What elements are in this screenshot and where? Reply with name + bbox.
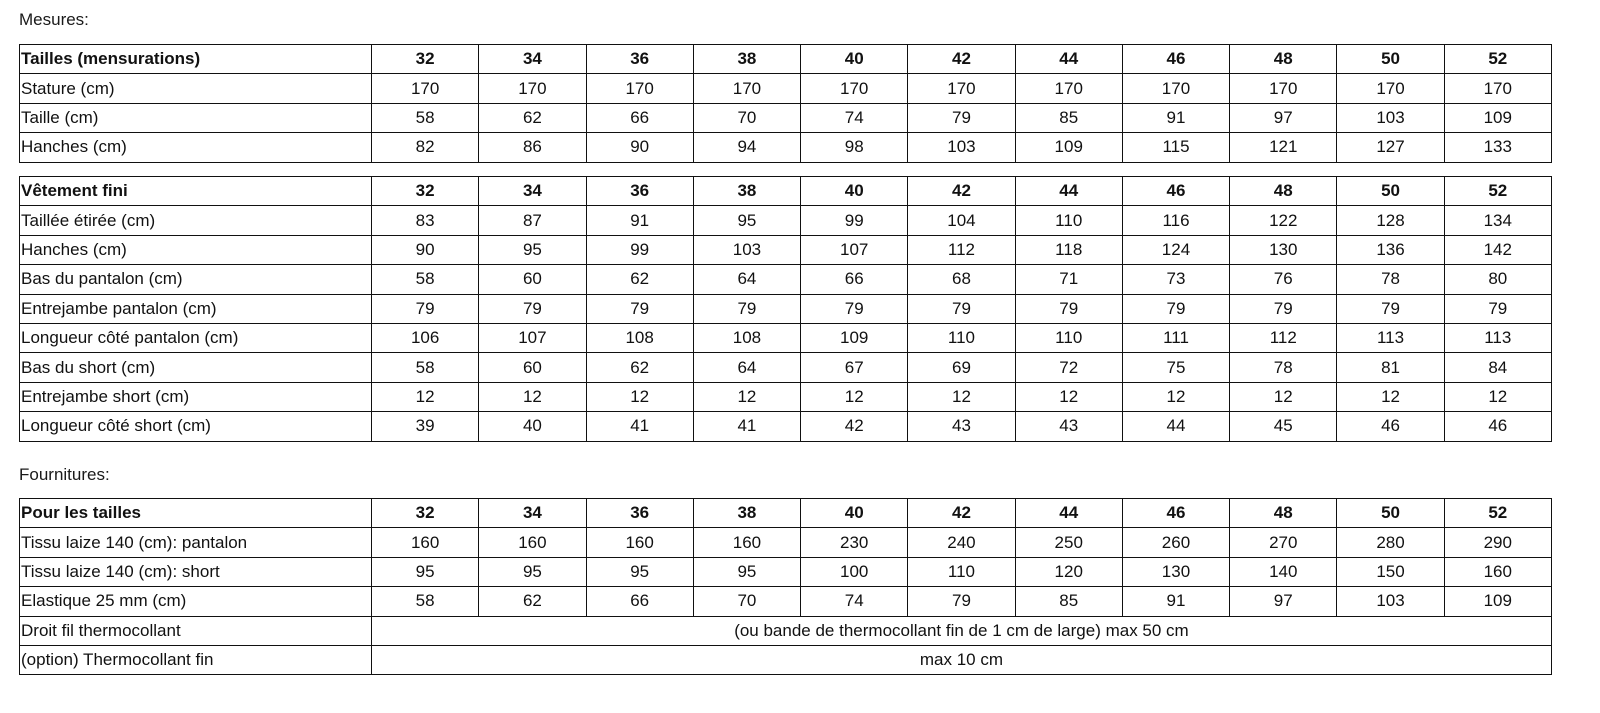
- table-row: [20, 323, 1552, 352]
- value-cell: 66: [586, 587, 693, 616]
- header-title-cell: Pour les tailles: [20, 499, 372, 528]
- value-cell: 72: [1015, 353, 1122, 382]
- size-header-cell: 48: [1230, 499, 1337, 528]
- size-header-cell: 42: [908, 45, 1015, 74]
- value-cell: 115: [1122, 133, 1229, 162]
- value-cell: 100: [801, 557, 908, 586]
- row-label-cell: Taillée étirée (cm): [20, 206, 372, 235]
- table-row: [20, 353, 1552, 382]
- value-cell: 170: [586, 74, 693, 103]
- value-cell: 111: [1122, 323, 1229, 352]
- row-label-cell: Stature (cm): [20, 74, 372, 103]
- row-label-cell: (option) Thermocollant fin: [20, 645, 372, 674]
- value-cell: 95: [693, 557, 800, 586]
- value-cell: 109: [1444, 103, 1551, 132]
- value-cell: 85: [1015, 103, 1122, 132]
- size-header-cell: 32: [372, 499, 479, 528]
- value-cell: 95: [693, 206, 800, 235]
- value-cell: 170: [801, 74, 908, 103]
- value-cell: 103: [693, 235, 800, 264]
- value-cell: 39: [372, 412, 479, 441]
- size-header-cell: 44: [1015, 177, 1122, 206]
- value-cell: 79: [1015, 294, 1122, 323]
- value-cell: 46: [1444, 412, 1551, 441]
- value-cell: 103: [908, 133, 1015, 162]
- row-label-cell: Bas du short (cm): [20, 353, 372, 382]
- value-cell: 113: [1444, 323, 1551, 352]
- size-header-cell: 44: [1015, 499, 1122, 528]
- value-cell: 109: [1015, 133, 1122, 162]
- size-header-cell: 52: [1444, 177, 1551, 206]
- spanning-value-cell: max 10 cm: [372, 645, 1552, 674]
- value-cell: 58: [372, 353, 479, 382]
- value-cell: 170: [693, 74, 800, 103]
- value-cell: 240: [908, 528, 1015, 557]
- value-cell: 160: [693, 528, 800, 557]
- value-cell: 71: [1015, 265, 1122, 294]
- value-cell: 69: [908, 353, 1015, 382]
- table-row: [20, 133, 1552, 162]
- value-cell: 128: [1337, 206, 1444, 235]
- value-cell: 41: [693, 412, 800, 441]
- value-cell: 110: [908, 557, 1015, 586]
- value-cell: 108: [693, 323, 800, 352]
- row-label-cell: Tissu laize 140 (cm): short: [20, 557, 372, 586]
- size-header-cell: 40: [801, 499, 908, 528]
- value-cell: 250: [1015, 528, 1122, 557]
- value-cell: 41: [586, 412, 693, 441]
- value-cell: 60: [479, 265, 586, 294]
- value-cell: 260: [1122, 528, 1229, 557]
- value-cell: 81: [1337, 353, 1444, 382]
- table-row: [20, 294, 1552, 323]
- size-header-cell: 32: [372, 177, 479, 206]
- table-row: [20, 587, 1552, 616]
- table-row: [20, 235, 1552, 264]
- value-cell: 112: [908, 235, 1015, 264]
- value-cell: 116: [1122, 206, 1229, 235]
- value-cell: 170: [908, 74, 1015, 103]
- measurements-section-title: Mesures:: [19, 10, 89, 29]
- value-cell: 70: [693, 587, 800, 616]
- value-cell: 160: [372, 528, 479, 557]
- value-cell: 12: [586, 382, 693, 411]
- value-cell: 64: [693, 265, 800, 294]
- value-cell: 79: [908, 103, 1015, 132]
- row-label-cell: Taille (cm): [20, 103, 372, 132]
- value-cell: 87: [479, 206, 586, 235]
- value-cell: 62: [586, 353, 693, 382]
- value-cell: 107: [801, 235, 908, 264]
- row-label-cell: Longueur côté short (cm): [20, 412, 372, 441]
- value-cell: 75: [1122, 353, 1229, 382]
- value-cell: 150: [1337, 557, 1444, 586]
- value-cell: 160: [586, 528, 693, 557]
- value-cell: 86: [479, 133, 586, 162]
- value-cell: 103: [1337, 103, 1444, 132]
- value-cell: 118: [1015, 235, 1122, 264]
- value-cell: 110: [908, 323, 1015, 352]
- value-cell: 78: [1230, 353, 1337, 382]
- spanning-value-cell: (ou bande de thermocollant fin de 1 cm de large) max 50 cm: [372, 616, 1552, 645]
- row-label-cell: Longueur côté pantalon (cm): [20, 323, 372, 352]
- size-header-cell: 34: [479, 499, 586, 528]
- table-row: [20, 382, 1552, 411]
- size-header-cell: 46: [1122, 45, 1229, 74]
- value-cell: 136: [1337, 235, 1444, 264]
- body-measurements-table: [19, 44, 1552, 163]
- size-header-cell: 38: [693, 45, 800, 74]
- value-cell: 79: [1230, 294, 1337, 323]
- size-header-cell: 38: [693, 177, 800, 206]
- value-cell: 85: [1015, 587, 1122, 616]
- row-label-cell: Entrejambe pantalon (cm): [20, 294, 372, 323]
- value-cell: 12: [372, 382, 479, 411]
- value-cell: 97: [1230, 587, 1337, 616]
- value-cell: 170: [1444, 74, 1551, 103]
- row-label-cell: Tissu laize 140 (cm): pantalon: [20, 528, 372, 557]
- size-header-cell: 48: [1230, 177, 1337, 206]
- size-header-cell: 40: [801, 45, 908, 74]
- value-cell: 12: [1444, 382, 1551, 411]
- value-cell: 79: [1122, 294, 1229, 323]
- value-cell: 95: [372, 557, 479, 586]
- table-row: [20, 74, 1552, 103]
- size-header-cell: 40: [801, 177, 908, 206]
- value-cell: 95: [586, 557, 693, 586]
- value-cell: 160: [1444, 557, 1551, 586]
- value-cell: 68: [908, 265, 1015, 294]
- value-cell: 110: [1015, 206, 1122, 235]
- value-cell: 44: [1122, 412, 1229, 441]
- value-cell: 58: [372, 265, 479, 294]
- value-cell: 64: [693, 353, 800, 382]
- value-cell: 130: [1230, 235, 1337, 264]
- finished-garment-table: [19, 176, 1552, 442]
- value-cell: 62: [586, 265, 693, 294]
- value-cell: 12: [801, 382, 908, 411]
- value-cell: 79: [1337, 294, 1444, 323]
- value-cell: 42: [801, 412, 908, 441]
- value-cell: 95: [479, 235, 586, 264]
- value-cell: 130: [1122, 557, 1229, 586]
- value-cell: 91: [1122, 587, 1229, 616]
- value-cell: 113: [1337, 323, 1444, 352]
- value-cell: 12: [1122, 382, 1229, 411]
- value-cell: 120: [1015, 557, 1122, 586]
- value-cell: 270: [1230, 528, 1337, 557]
- size-header-cell: 38: [693, 499, 800, 528]
- value-cell: 124: [1122, 235, 1229, 264]
- value-cell: 90: [372, 235, 479, 264]
- table-row: [20, 265, 1552, 294]
- value-cell: 70: [693, 103, 800, 132]
- table-header-row: [20, 177, 1552, 206]
- value-cell: 62: [479, 587, 586, 616]
- value-cell: 103: [1337, 587, 1444, 616]
- size-header-cell: 36: [586, 177, 693, 206]
- value-cell: 67: [801, 353, 908, 382]
- value-cell: 170: [1337, 74, 1444, 103]
- size-header-cell: 46: [1122, 499, 1229, 528]
- value-cell: 80: [1444, 265, 1551, 294]
- value-cell: 58: [372, 587, 479, 616]
- value-cell: 109: [801, 323, 908, 352]
- value-cell: 91: [1122, 103, 1229, 132]
- size-header-cell: 52: [1444, 45, 1551, 74]
- value-cell: 12: [908, 382, 1015, 411]
- table-row-spanning: [20, 616, 1552, 645]
- value-cell: 99: [801, 206, 908, 235]
- value-cell: 134: [1444, 206, 1551, 235]
- table-row-spanning: [20, 645, 1552, 674]
- value-cell: 79: [693, 294, 800, 323]
- row-label-cell: Hanches (cm): [20, 235, 372, 264]
- value-cell: 170: [372, 74, 479, 103]
- value-cell: 40: [479, 412, 586, 441]
- row-label-cell: Elastique 25 mm (cm): [20, 587, 372, 616]
- value-cell: 74: [801, 103, 908, 132]
- supplies-section-title: Fournitures:: [19, 465, 110, 484]
- size-header-cell: 34: [479, 45, 586, 74]
- table-row: [20, 412, 1552, 441]
- value-cell: 99: [586, 235, 693, 264]
- header-title-cell: Tailles (mensurations): [20, 45, 372, 74]
- value-cell: 79: [908, 587, 1015, 616]
- value-cell: 160: [479, 528, 586, 557]
- value-cell: 66: [586, 103, 693, 132]
- value-cell: 73: [1122, 265, 1229, 294]
- size-header-cell: 36: [586, 499, 693, 528]
- table-row: [20, 103, 1552, 132]
- table-header-row: [20, 499, 1552, 528]
- value-cell: 79: [586, 294, 693, 323]
- table-row: [20, 206, 1552, 235]
- value-cell: 58: [372, 103, 479, 132]
- size-header-cell: 50: [1337, 177, 1444, 206]
- value-cell: 78: [1337, 265, 1444, 294]
- value-cell: 79: [479, 294, 586, 323]
- value-cell: 12: [479, 382, 586, 411]
- value-cell: 12: [1230, 382, 1337, 411]
- value-cell: 142: [1444, 235, 1551, 264]
- size-header-cell: 34: [479, 177, 586, 206]
- value-cell: 104: [908, 206, 1015, 235]
- value-cell: 95: [479, 557, 586, 586]
- table-row: [20, 528, 1552, 557]
- row-label-cell: Entrejambe short (cm): [20, 382, 372, 411]
- size-header-cell: 50: [1337, 45, 1444, 74]
- value-cell: 12: [693, 382, 800, 411]
- value-cell: 79: [372, 294, 479, 323]
- value-cell: 43: [1015, 412, 1122, 441]
- size-header-cell: 42: [908, 499, 1015, 528]
- value-cell: 66: [801, 265, 908, 294]
- value-cell: 280: [1337, 528, 1444, 557]
- size-header-cell: 48: [1230, 45, 1337, 74]
- row-label-cell: Bas du pantalon (cm): [20, 265, 372, 294]
- value-cell: 46: [1337, 412, 1444, 441]
- value-cell: 109: [1444, 587, 1551, 616]
- value-cell: 90: [586, 133, 693, 162]
- value-cell: 112: [1230, 323, 1337, 352]
- value-cell: 45: [1230, 412, 1337, 441]
- value-cell: 83: [372, 206, 479, 235]
- value-cell: 170: [479, 74, 586, 103]
- value-cell: 140: [1230, 557, 1337, 586]
- value-cell: 127: [1337, 133, 1444, 162]
- value-cell: 43: [908, 412, 1015, 441]
- supplies-table: [19, 498, 1552, 675]
- value-cell: 82: [372, 133, 479, 162]
- value-cell: 74: [801, 587, 908, 616]
- value-cell: 12: [1337, 382, 1444, 411]
- value-cell: 106: [372, 323, 479, 352]
- value-cell: 79: [801, 294, 908, 323]
- size-header-cell: 36: [586, 45, 693, 74]
- value-cell: 62: [479, 103, 586, 132]
- value-cell: 122: [1230, 206, 1337, 235]
- value-cell: 121: [1230, 133, 1337, 162]
- value-cell: 170: [1230, 74, 1337, 103]
- value-cell: 170: [1122, 74, 1229, 103]
- value-cell: 79: [1444, 294, 1551, 323]
- value-cell: 94: [693, 133, 800, 162]
- size-header-cell: 42: [908, 177, 1015, 206]
- value-cell: 98: [801, 133, 908, 162]
- value-cell: 170: [1015, 74, 1122, 103]
- table-header-row: [20, 45, 1552, 74]
- value-cell: 91: [586, 206, 693, 235]
- value-cell: 79: [908, 294, 1015, 323]
- row-label-cell: Hanches (cm): [20, 133, 372, 162]
- value-cell: 97: [1230, 103, 1337, 132]
- size-header-cell: 44: [1015, 45, 1122, 74]
- size-header-cell: 52: [1444, 499, 1551, 528]
- value-cell: 12: [1015, 382, 1122, 411]
- row-label-cell: Droit fil thermocollant: [20, 616, 372, 645]
- header-title-cell: Vêtement fini: [20, 177, 372, 206]
- value-cell: 230: [801, 528, 908, 557]
- size-header-cell: 50: [1337, 499, 1444, 528]
- value-cell: 110: [1015, 323, 1122, 352]
- size-header-cell: 32: [372, 45, 479, 74]
- value-cell: 107: [479, 323, 586, 352]
- value-cell: 60: [479, 353, 586, 382]
- value-cell: 84: [1444, 353, 1551, 382]
- value-cell: 108: [586, 323, 693, 352]
- value-cell: 76: [1230, 265, 1337, 294]
- size-header-cell: 46: [1122, 177, 1229, 206]
- value-cell: 133: [1444, 133, 1551, 162]
- table-row: [20, 557, 1552, 586]
- value-cell: 290: [1444, 528, 1551, 557]
